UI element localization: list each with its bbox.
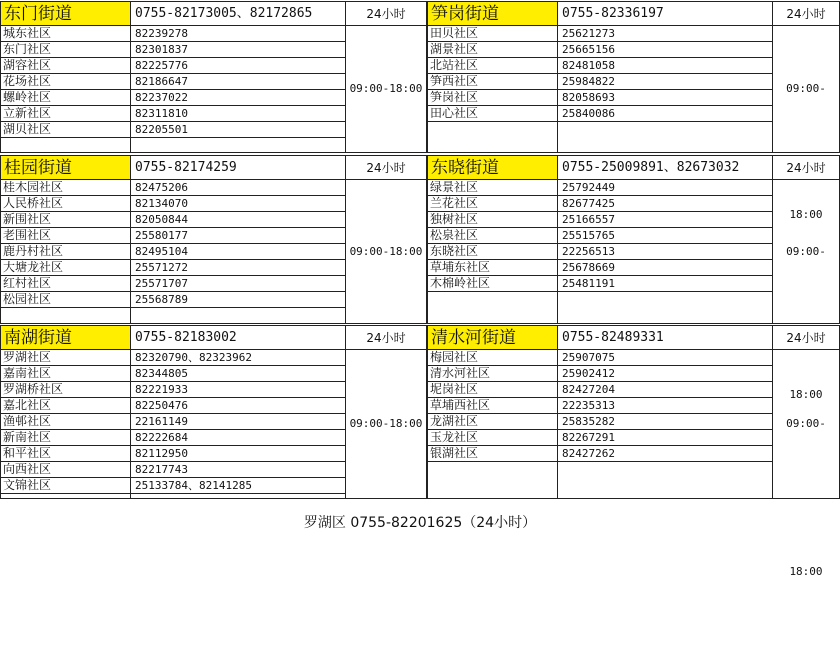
community-name: 独树社区: [428, 212, 558, 228]
community-phone: 25571707: [131, 276, 346, 292]
community-name: 罗湖桥社区: [1, 382, 131, 398]
community-name: 湖景社区: [428, 42, 558, 58]
footer-hotline: 罗湖区 0755-82201625（24小时）: [303, 515, 537, 531]
community-name: 梅园社区: [428, 350, 558, 366]
community-phone: 82267291: [558, 430, 773, 446]
community-name: 松泉社区: [428, 228, 558, 244]
district-block: [0, 155, 427, 324]
community-name: 坭岗社区: [428, 382, 558, 398]
community-name: 和平社区: [1, 446, 131, 462]
community-name: 嘉北社区: [1, 398, 131, 414]
community-phone: 82186647: [131, 74, 346, 90]
community-phone: 82134070: [131, 196, 346, 212]
community-name: 红村社区: [1, 276, 131, 292]
community-name: 新围社区: [1, 212, 131, 228]
district-phone: 0755-25009891、82673032: [558, 156, 773, 180]
community-phone: 82311810: [131, 106, 346, 122]
district-name: 桂园街道: [1, 156, 131, 180]
community-phone: 22235313: [558, 398, 773, 414]
office-hours: 09:00-18:00: [786, 245, 826, 401]
community-name: 罗湖社区: [1, 350, 131, 366]
community-name: 螺岭社区: [1, 90, 131, 106]
community-phone: 25580177: [131, 228, 346, 244]
district-name: 清水河街道: [428, 326, 558, 350]
community-name: 龙湖社区: [428, 414, 558, 430]
community-name: 向西社区: [1, 462, 131, 478]
community-phone: 82217743: [131, 462, 346, 478]
community-phone: 82677425: [558, 196, 773, 212]
community-name: 北站社区: [428, 58, 558, 74]
community-phone: 82495104: [131, 244, 346, 260]
district-availability: 24小时: [773, 2, 839, 26]
district-phone: 0755-82489331: [558, 326, 773, 350]
community-phone: 25984822: [558, 74, 773, 90]
community-phone: 82250476: [131, 398, 346, 414]
community-phone: 25515765: [558, 228, 773, 244]
community-name: 兰花社区: [428, 196, 558, 212]
district-availability: 24小时: [773, 326, 839, 350]
community-phone: 25621273: [558, 26, 773, 42]
community-name: 花场社区: [1, 74, 131, 90]
community-phone: 25133784、82141285: [131, 478, 346, 494]
community-name: 鹿丹村社区: [1, 244, 131, 260]
community-phone: 25840086: [558, 106, 773, 122]
community-name: 木棉岭社区: [428, 276, 558, 292]
district-availability: 24小时: [346, 156, 426, 180]
office-hours: 09:00-18:00: [349, 245, 423, 258]
district-availability: 24小时: [773, 156, 839, 180]
office-hours: 09:00-18:00: [786, 82, 826, 221]
community-name: 东门社区: [1, 42, 131, 58]
community-name: 大塘龙社区: [1, 260, 131, 276]
community-phone: 82427262: [558, 446, 773, 462]
community-name: 湖容社区: [1, 58, 131, 74]
office-hours: 09:00-18:00: [349, 82, 423, 95]
district-availability: 24小时: [346, 326, 426, 350]
community-phone: 25568789: [131, 292, 346, 308]
community-name: 湖贝社区: [1, 122, 131, 138]
community-phone: 25665156: [558, 42, 773, 58]
community-name: 银湖社区: [428, 446, 558, 462]
community-phone: 25835282: [558, 414, 773, 430]
office-hours: 09:00-18:00: [349, 417, 423, 430]
district-phone: 0755-82174259: [131, 156, 346, 180]
community-phone: 82225776: [131, 58, 346, 74]
community-name: 草埔东社区: [428, 260, 558, 276]
community-name: 立新社区: [1, 106, 131, 122]
community-phone: 25481191: [558, 276, 773, 292]
community-name: 东晓社区: [428, 244, 558, 260]
community-phone: 82112950: [131, 446, 346, 462]
district-name: 南湖街道: [1, 326, 131, 350]
district-block: [0, 325, 427, 499]
community-phone: 82058693: [558, 90, 773, 106]
community-name: 清水河社区: [428, 366, 558, 382]
community-name: 老围社区: [1, 228, 131, 244]
community-name: 笋西社区: [428, 74, 558, 90]
community-phone: 82237022: [131, 90, 346, 106]
community-phone: 22256513: [558, 244, 773, 260]
community-phone: 25571272: [131, 260, 346, 276]
district-phone: 0755-82183002: [131, 326, 346, 350]
community-phone: 25902412: [558, 366, 773, 382]
community-name: 田贝社区: [428, 26, 558, 42]
community-name: 草埔西社区: [428, 398, 558, 414]
district-name: 东晓街道: [428, 156, 558, 180]
community-phone: 25166557: [558, 212, 773, 228]
community-phone: 82205501: [131, 122, 346, 138]
district-name: 东门街道: [1, 2, 131, 26]
community-name: 城东社区: [1, 26, 131, 42]
community-phone: 82301837: [131, 42, 346, 58]
district-phone: 0755-82336197: [558, 2, 773, 26]
community-phone: 25678669: [558, 260, 773, 276]
community-phone: 22161149: [131, 414, 346, 430]
community-phone: 82344805: [131, 366, 346, 382]
community-phone: 82222684: [131, 430, 346, 446]
community-phone: 82221933: [131, 382, 346, 398]
community-name: 文锦社区: [1, 478, 131, 494]
district-block: [427, 325, 840, 578]
community-phone: 82427204: [558, 382, 773, 398]
community-name: 人民桥社区: [1, 196, 131, 212]
community-name: 桂木园社区: [1, 180, 131, 196]
district-name: 笋岗街道: [428, 2, 558, 26]
office-hours: 09:00-18:00: [786, 417, 826, 578]
community-name: 新南社区: [1, 430, 131, 446]
district-availability: 24小时: [346, 2, 426, 26]
community-phone: 82320790、82323962: [131, 350, 346, 366]
community-phone: 82481058: [558, 58, 773, 74]
district-phone: 0755-82173005、82172865: [131, 2, 346, 26]
community-phone: 25907075: [558, 350, 773, 366]
community-phone: 25792449: [558, 180, 773, 196]
community-name: 田心社区: [428, 106, 558, 122]
community-phone: 82475206: [131, 180, 346, 196]
community-phone: 82239278: [131, 26, 346, 42]
community-name: 嘉南社区: [1, 366, 131, 382]
community-name: 笋岗社区: [428, 90, 558, 106]
community-name: 玉龙社区: [428, 430, 558, 446]
community-phone: 82050844: [131, 212, 346, 228]
community-name: 绿景社区: [428, 180, 558, 196]
community-name: 松园社区: [1, 292, 131, 308]
community-name: 渔邨社区: [1, 414, 131, 430]
district-block: [0, 1, 427, 153]
